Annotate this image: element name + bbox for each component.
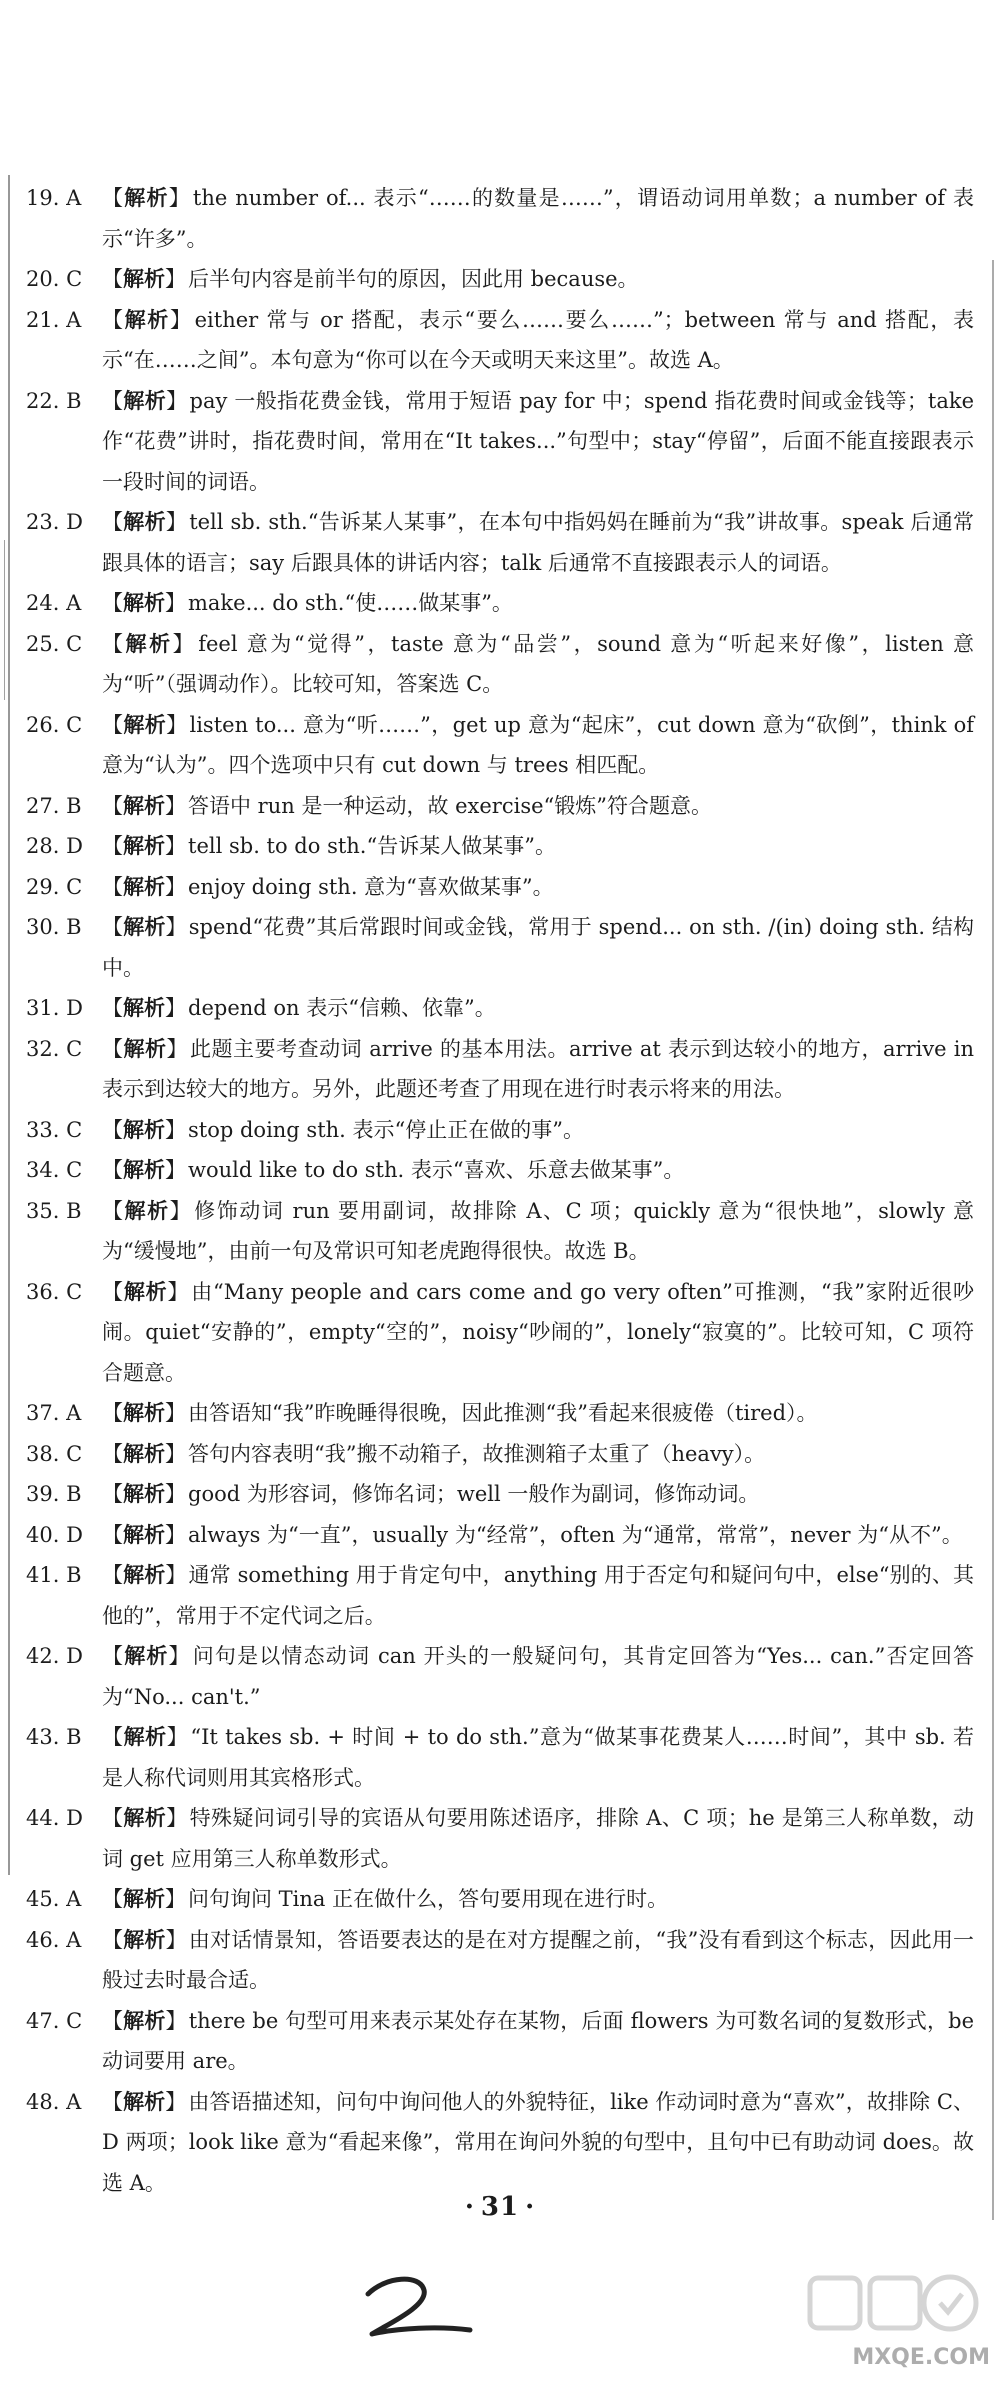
question-number: 32. C	[26, 1036, 83, 1061]
explanation-text: either 常与 or 搭配，表示“要么……要么……”；between 常与 and 搭配，表示“在……之间”。本句意为“你可以在今天或明天来这里”。故选 A。	[102, 307, 975, 372]
question-number: 38. C	[26, 1441, 83, 1466]
question-number: 48. A	[26, 2089, 82, 2114]
explanation-text: stop doing sth. 表示“停止正在做的事”。	[188, 1117, 584, 1142]
analysis-tag: 【 解析 】	[102, 2009, 187, 2033]
question-number: 37. A	[26, 1401, 82, 1425]
answer-entry	[26, 624, 974, 705]
analysis-tag: 【 解析 】	[102, 510, 187, 534]
scan-edge-line-left-short	[4, 540, 5, 700]
answer-entry	[26, 1029, 974, 1110]
question-number: 45. A	[26, 1887, 82, 1911]
explanation-text: 由答语知“我”昨晚睡得很晚，因此推测“我”看起来很疲倦（tired）。	[188, 1401, 818, 1425]
analysis-tag: 【 解析 】	[102, 1523, 186, 1547]
answer-entry	[26, 907, 974, 988]
question-number: 31. D	[26, 996, 83, 1020]
analysis-tag: 【 解析 】	[102, 1280, 189, 1304]
explanation-text: 问句询问 Tina 正在做什么，答句要用现在进行时。	[188, 1887, 669, 1911]
analysis-tag: 【 解析 】	[102, 834, 186, 858]
analysis-tag: 【 解析 】	[102, 2090, 186, 2114]
question-number: 29. C	[26, 874, 83, 899]
question-number: 36. C	[26, 1279, 83, 1304]
question-number: 20. C	[26, 267, 83, 291]
answer-entry	[26, 1191, 974, 1272]
question-number: 34. C	[26, 1158, 83, 1182]
question-number: 25. C	[26, 631, 83, 656]
question-number: 42. D	[26, 1644, 83, 1668]
answer-entry	[26, 1150, 974, 1191]
answer-entry	[26, 502, 974, 583]
answer-entry	[26, 1879, 974, 1920]
explanation-text: 答句内容表明“我”搬不动箱子，故推测箱子太重了（heavy）。	[188, 1441, 766, 1466]
question-number: 44. D	[26, 1806, 83, 1830]
answer-entry	[26, 583, 974, 624]
question-number: 33. C	[26, 1117, 83, 1142]
analysis-tag: 【 解析 】	[102, 591, 186, 615]
question-number: 27. B	[26, 793, 82, 818]
answer-entry	[26, 300, 974, 381]
analysis-tag: 【 解析 】	[102, 1037, 188, 1061]
question-number: 26. C	[26, 712, 83, 737]
answer-entry	[26, 1393, 974, 1434]
answer-entry	[26, 2001, 974, 2082]
explanation-text: feel 意为“觉得”，taste 意为“品尝”，sound 意为“听起来好像”，listen 意为“听”（强调动作）。比较可知，答案选 C。	[102, 631, 975, 696]
explanation-text: enjoy doing sth. 意为“喜欢做某事”。	[188, 874, 554, 899]
handwritten-mark-2	[358, 2272, 478, 2342]
explanation-text: 由答语描述知，问句中询问他人的外貌特征，like 作动词时意为“喜欢”，故排除 C、D 两项；look like 意为“看起来像”，常用在询问外貌的句型中，且句中已有助动词 does。故选 A。	[102, 2089, 975, 2195]
question-number: 40. D	[26, 1522, 83, 1547]
explanation-text: 特殊疑问词引导的宾语从句要用陈述语序，排除 A、C 项；he 是第三人称单数，动词 get 应用第三人称单数形式。	[102, 1806, 974, 1871]
scan-edge-line-left	[8, 175, 10, 1875]
analysis-tag: 【 解析 】	[102, 1442, 186, 1466]
question-number: 47. C	[26, 2008, 83, 2033]
analysis-tag: 【 解析 】	[102, 308, 193, 332]
explanation-text: 问句是以情态动词 can 开头的一般疑问句，其肯定回答为“Yes... can.”否定回答为“No... can't.”	[102, 1644, 975, 1709]
answer-entry	[26, 1474, 974, 1515]
question-number: 46. A	[26, 1927, 82, 1952]
question-number: 28. D	[26, 834, 83, 858]
analysis-tag: 【 解析 】	[102, 1644, 191, 1668]
analysis-tag: 【 解析 】	[102, 632, 196, 656]
question-number: 30. B	[26, 915, 82, 939]
analysis-tag: 【 解析 】	[102, 1928, 187, 1952]
question-number: 35. B	[26, 1198, 82, 1223]
analysis-tag: 【 解析 】	[102, 915, 187, 939]
page-number: · 31 ·	[0, 2192, 1000, 2222]
explanation-text: tell sb. sth.“告诉某人某事”，在本句中指妈妈在睡前为“我”讲故事。speak 后通常跟具体的语言；say 后跟具体的讲话内容；talk 后通常不直接跟表示人的词语。	[102, 510, 975, 575]
explanation-text: pay 一般指花费金钱，常用于短语 pay for 中；spend 指花费时间或金钱等；take 作“花费”讲时，指花费时间，常用在“It takes...”句型中；stay“停留”，后面不能直接跟表示一段时间的词语。	[102, 388, 975, 494]
explanation-text: good 为形容词，修饰名词；well 一般作为副词，修饰动词。	[188, 1482, 760, 1506]
answer-entry	[26, 705, 974, 786]
watermark-text: MXQE.COM	[852, 2345, 990, 2370]
question-number: 43. B	[26, 1725, 82, 1749]
explanation-text: 此题主要考查动词 arrive 的基本用法。arrive at 表示到达较小的地方，arrive in 表示到达较大的地方。另外，此题还考查了用现在进行时表示将来的用法。	[102, 1036, 975, 1101]
answer-entry	[26, 1636, 974, 1717]
explanation-text: 后半句内容是前半句的原因，因此用 because。	[188, 267, 639, 291]
explanation-text: there be 句型可用来表示某处存在某物，后面 flowers 为可数名词的复数形式，be 动词要用 are。	[102, 2008, 975, 2073]
answer-entry	[26, 1434, 974, 1475]
answer-entry	[26, 786, 974, 827]
answer-entry	[26, 1920, 974, 2001]
answer-entry	[26, 826, 974, 867]
answer-entry	[26, 259, 974, 300]
explanation-text: 通常 something 用于肯定句中，anything 用于否定句和疑问句中，else“别的、其他的”，常用于不定代词之后。	[102, 1563, 975, 1628]
explanation-text: depend on 表示“信赖、依靠”。	[188, 996, 496, 1020]
question-number: 19. A	[26, 186, 82, 210]
explanation-text: 答语中 run 是一种运动，故 exercise“锻炼”符合题意。	[188, 793, 713, 818]
analysis-tag: 【 解析 】	[102, 794, 186, 818]
analysis-tag: 【 解析 】	[102, 1401, 186, 1425]
answer-entry	[26, 1272, 974, 1394]
answer-entry	[26, 2082, 974, 2204]
question-number: 23. D	[26, 510, 83, 534]
analysis-tag: 【 解析 】	[102, 1482, 186, 1506]
analysis-tag: 【 解析 】	[102, 713, 188, 737]
analysis-tag: 【 解析 】	[102, 1199, 192, 1223]
analysis-tag: 【 解析 】	[102, 1806, 188, 1830]
answer-entry	[26, 381, 974, 503]
analysis-tag: 【 解析 】	[102, 389, 188, 413]
analysis-tag: 【 解析 】	[102, 1563, 187, 1587]
answer-entry	[26, 1515, 974, 1556]
analysis-tag: 【 解析 】	[102, 875, 186, 899]
question-number: 41. B	[26, 1563, 82, 1587]
explanation-text: tell sb. to do sth.“告诉某人做某事”。	[188, 834, 556, 858]
analysis-tag: 【 解析 】	[102, 1118, 186, 1142]
answer-entry	[26, 178, 974, 259]
analysis-tag: 【 解析 】	[102, 1158, 186, 1182]
explanation-text: make... do sth.“使……做某事”。	[188, 591, 513, 615]
explanation-text: would like to do sth. 表示“喜欢、乐意去做某事”。	[188, 1158, 685, 1182]
explanation-text: 由“Many people and cars come and go very often”可推测，“我”家附近很吵闹。quiet“安静的”，empty“空的”，noisy“吵闹的”，lonely“寂寞的”。比较可知，C 项符合题意。	[102, 1279, 975, 1385]
analysis-tag: 【 解析 】	[102, 1887, 186, 1911]
question-number: 22. B	[26, 388, 82, 413]
answer-entry	[26, 1798, 974, 1879]
explanation-text: always 为“一直”，usually 为“经常”，often 为“通常，常常”，never 为“从不”。	[188, 1522, 963, 1547]
answer-entry	[26, 1717, 974, 1798]
explanation-text: listen to... 意为“听……”，get up 意为“起床”，cut down 意为“砍倒”，think of 意为“认为”。四个选项中只有 cut down 与 trees 相匹配。	[102, 712, 974, 777]
answer-explanations	[26, 178, 974, 2203]
answer-entry	[26, 1110, 974, 1151]
analysis-tag: 【 解析 】	[102, 1725, 188, 1749]
analysis-tag: 【 解析 】	[102, 267, 186, 291]
explanation-text: the number of... 表示“……的数量是……”，谓语动词用单数；a number of 表示“许多”。	[102, 186, 975, 251]
question-number: 24. A	[26, 591, 82, 615]
answer-entry	[26, 988, 974, 1029]
analysis-tag: 【 解析 】	[102, 186, 191, 210]
explanation-text: 修饰动词 run 要用副词，故排除 A、C 项；quickly 意为“很快地”，slowly 意为“缓慢地”，由前一句及常识可知老虎跑得很快。故选 B。	[102, 1198, 975, 1263]
analysis-tag: 【 解析 】	[102, 996, 186, 1020]
answer-entry	[26, 867, 974, 908]
scan-edge-line-right	[992, 260, 994, 2220]
question-number: 39. B	[26, 1482, 82, 1506]
question-number: 21. A	[26, 307, 82, 332]
answer-entry	[26, 1555, 974, 1636]
explanation-text: spend“花费”其后常跟时间或金钱，常用于 spend... on sth. /(in) doing sth. 结构中。	[102, 915, 975, 980]
explanation-text: “It takes sb. + 时间 + to do sth.”意为“做某事花费某人……时间”，其中 sb. 若是人称代词则用其宾格形式。	[102, 1725, 975, 1790]
explanation-text: 由对话情景知，答语要表达的是在对方提醒之前，“我”没有看到这个标志，因此用一般过去时最合适。	[102, 1927, 975, 1992]
